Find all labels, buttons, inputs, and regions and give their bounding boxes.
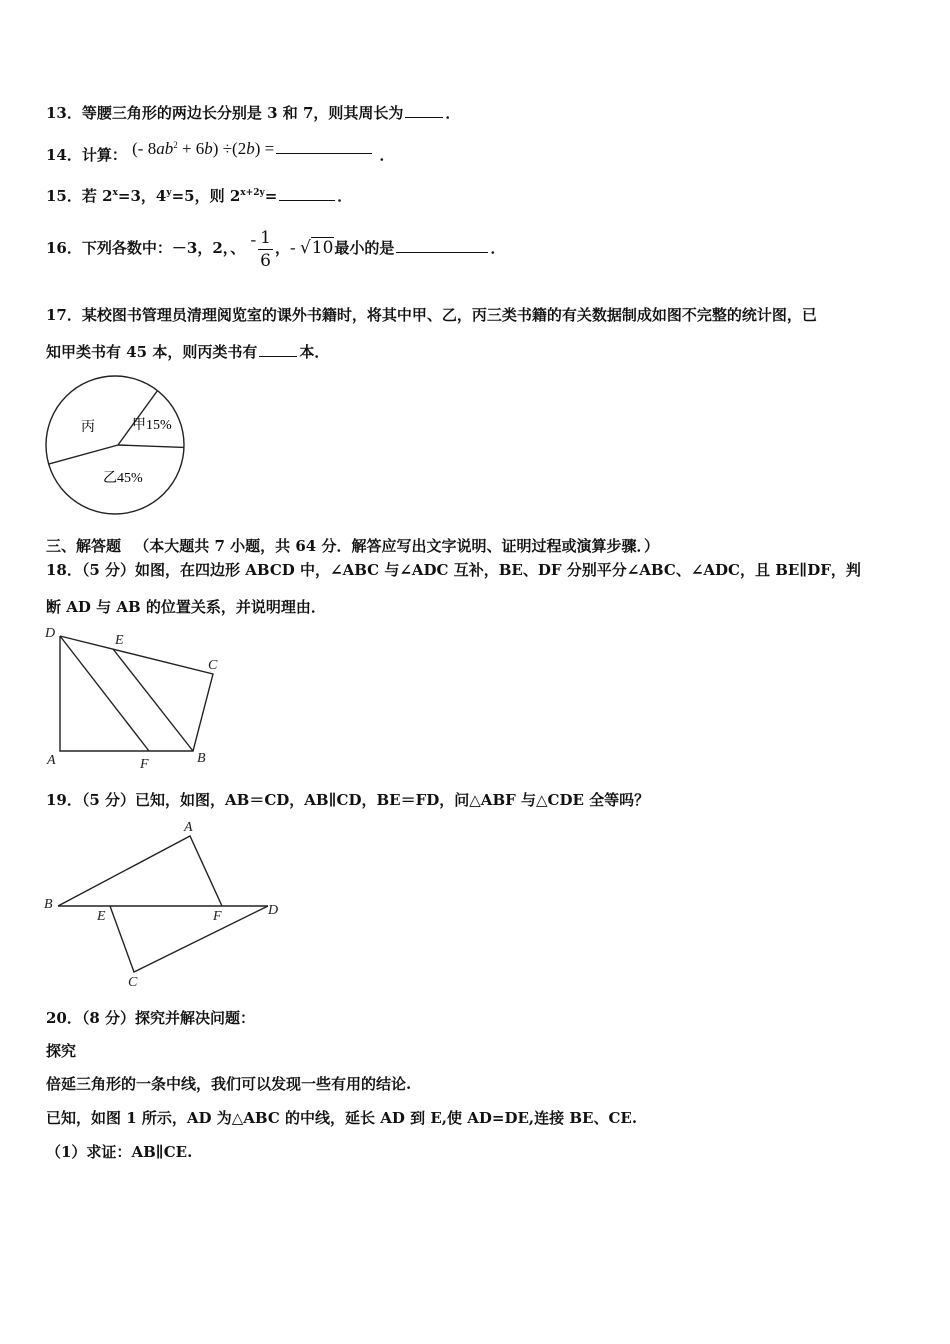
question-label: 计算： bbox=[81, 146, 127, 164]
slice-label-jia: 甲15% bbox=[132, 418, 172, 433]
question-17-line-2 bbox=[46, 342, 329, 362]
question-16 bbox=[46, 226, 505, 272]
paragraph-1: 倍延三角形的一条中线，我们可以发现一些有用的结论. bbox=[46, 1075, 412, 1093]
label-c: C bbox=[128, 975, 138, 990]
question-text: 等腰三角形的两边长分别是 3 和 7，则其周长为 bbox=[81, 104, 404, 122]
period: ． bbox=[490, 239, 506, 257]
question-number: 19． bbox=[46, 791, 82, 809]
triangles-figure bbox=[40, 816, 290, 992]
square-root: √10 bbox=[299, 238, 334, 258]
period: ． bbox=[445, 104, 461, 122]
explore-heading: 探究 bbox=[46, 1042, 77, 1060]
question-number: 16． bbox=[46, 239, 82, 257]
answer-blank bbox=[279, 186, 335, 201]
question-text: 断 AD 与 AB 的位置关系，并说明理由． bbox=[46, 598, 326, 616]
exponent: y bbox=[166, 188, 172, 198]
question-number: 14． bbox=[46, 146, 82, 164]
period: ． bbox=[337, 187, 353, 205]
text: = bbox=[264, 187, 278, 205]
label-a: A bbox=[47, 753, 56, 768]
question-text: 某校图书管理员清理阅览室的课外书籍时，将其中甲、乙，丙三类书籍的有关数据制成如图不完整的统计图，已 bbox=[81, 306, 817, 324]
triangle-cde bbox=[110, 906, 268, 972]
minus-sign: - bbox=[250, 230, 257, 249]
period: ． bbox=[379, 146, 395, 164]
question-19 bbox=[46, 790, 649, 810]
question-number: 18． bbox=[46, 561, 82, 579]
label-c: C bbox=[208, 658, 218, 673]
question-text: 知甲类书有 45 本，则丙类书有 bbox=[46, 343, 258, 361]
exponent: x+2y bbox=[240, 188, 265, 198]
text: =3，4 bbox=[117, 187, 167, 205]
question-text: （5 分）已知，如图，AB＝CD，AB∥CD，BE＝FD，问△ABF 与△CDE 全等吗？ bbox=[81, 791, 650, 809]
label-a: A bbox=[184, 820, 193, 835]
question-number: 13． bbox=[46, 104, 82, 122]
slice-boundary bbox=[49, 445, 118, 464]
answer-blank bbox=[276, 139, 372, 154]
label-e: E bbox=[97, 909, 106, 924]
quadrilateral-figure bbox=[42, 624, 232, 774]
section-title: 三、解答题 bbox=[46, 537, 122, 555]
question-number: 17． bbox=[46, 306, 82, 324]
question-text: 下列各数中：－3，2，、 bbox=[81, 239, 246, 257]
exponent: x bbox=[112, 188, 118, 198]
slice-label-bing: 丙 bbox=[81, 420, 95, 435]
section-note: （本大题共 7 小题，共 64 分．解答应写出文字说明、证明过程或演算步骤．） bbox=[134, 537, 659, 555]
answer-blank bbox=[405, 103, 443, 118]
paragraph-3: （1）求证：AB∥CE. bbox=[46, 1143, 193, 1161]
label-e: E bbox=[115, 633, 124, 648]
label-b: B bbox=[197, 751, 206, 766]
question-text: （8 分）探究并解决问题： bbox=[81, 1009, 256, 1027]
label-b: B bbox=[44, 897, 53, 912]
question-13 bbox=[46, 103, 460, 123]
fraction: $\frac{1}{6}$ bbox=[260, 227, 271, 271]
paragraph-2: 已知，如图 1 所示，AD 为△ABC 的中线，延长 AD 到 E,使 AD=DE,连接 BE、CE. bbox=[46, 1109, 638, 1127]
label-d: D bbox=[268, 903, 279, 918]
question-20 bbox=[46, 1008, 255, 1028]
segment-be bbox=[113, 649, 193, 751]
question-18-line-1 bbox=[46, 560, 861, 580]
question-text: 本． bbox=[299, 343, 330, 361]
answer-blank bbox=[396, 238, 488, 253]
comma: ， bbox=[275, 239, 291, 257]
question-18-line-2 bbox=[46, 597, 326, 617]
answer-blank bbox=[259, 342, 297, 357]
question-14 bbox=[46, 139, 395, 165]
question-text: 最小的是 bbox=[334, 239, 395, 257]
label-d: D bbox=[45, 626, 56, 641]
question-text: （5 分）如图，在四边形 ABCD 中，∠ABC 与∠ADC 互补，BE、DF 分别平分∠ABC、∠ADC，且 BE∥DF，判 bbox=[81, 561, 861, 579]
slice-boundary bbox=[118, 445, 184, 447]
minus-sign: - bbox=[290, 238, 300, 257]
text: =5，则 2 bbox=[171, 187, 241, 205]
question-15 bbox=[46, 186, 352, 206]
text: 若 2 bbox=[81, 187, 113, 205]
label-f: F bbox=[213, 909, 222, 924]
pie-chart bbox=[44, 372, 189, 522]
segment-df bbox=[60, 636, 149, 751]
section-heading bbox=[46, 536, 659, 556]
slice-label-yi: 乙45% bbox=[103, 471, 143, 486]
question-number: 20． bbox=[46, 1009, 82, 1027]
triangle-abf bbox=[58, 836, 222, 906]
question-number: 15． bbox=[46, 187, 82, 205]
pie-outline bbox=[46, 376, 184, 514]
expression: (- $8ab^2 + 6b) \div(2b)$ = bbox=[132, 139, 275, 158]
question-17-line-1 bbox=[46, 305, 817, 325]
label-f: F bbox=[140, 757, 149, 772]
